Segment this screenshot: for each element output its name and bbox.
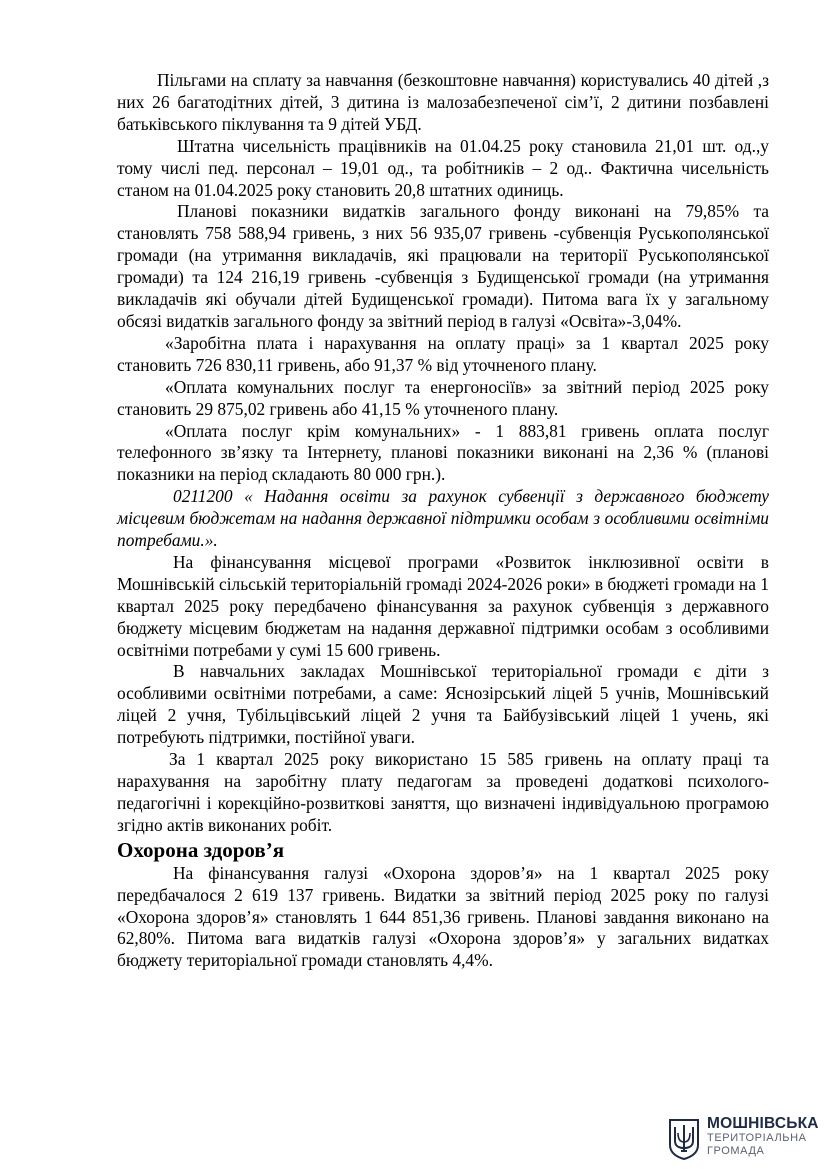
paragraph-program-code: 0211200 « Надання освіти за рахунок субвенції з державного бюджету місцевим бюджетам на надання державної підтримки особам з особливими освітніми потребами.». (117, 486, 769, 551)
section-heading-health: Охорона здоров’я (117, 837, 285, 862)
paragraph-inclusive-program: На фінансування місцевої програми «Розвиток інклюзивної освіти в Мошнівській сільській територіальній громаді 2024-2026 роки» в бюджеті громади на 1 квартал 2025 року передбачено фінансування за рахунок субвенція з державного бюджету місцевим бюджетам на надання державної підтримки особам з особливими освітніми потребами у сумі 15 600 гривень. (117, 551, 769, 660)
paragraph-staff: Штатна чисельність працівників на 01.04.25 року становила 21,01 шт. од.,у тому числі пед. персонал – 19,01 од., та робітників – 2 од.. Фактична чисельність станом на 01.04.2025 року становить 20,8 штатних одиниць. (117, 135, 769, 200)
logo-subtitle-1: ТЕРИТОРІАЛЬНА (707, 1132, 807, 1144)
document-body (117, 70, 769, 972)
paragraph-general-fund: Планові показники видатків загального фонду виконані на 79,85% та становлять 758 588,94 гривень, з них 56 935,07 гривень -субвенція Руськополянської громади (на утримання викладачів, які працювали на території Руськополянської громади) та 124 216,19 гривень -субвенція з Будищенської громади (на утримання викладачів які обучали дітей Будищенської громади). Питома вага їх у загальному обсязі видатків загального фонду за звітний період в галузі «Освіта»-3,04%. (117, 201, 769, 331)
paragraph-utilities: «Оплата комунальних послуг та енергоносіїв» за звітний період 2025 року становить 29 875,02 гривень або 41,15 % уточненого плану. (117, 376, 769, 419)
logo-text (707, 1115, 819, 1158)
paragraph-special-needs: В навчальних закладах Мошнівської територіальної громади є діти з особливими освітніми потребами, а саме: Яснозірський ліцей 5 учнів, Мошнівський ліцей 2 учня, Тубільцівський ліцей 2 учня та Байбузівський ліцей 1 учень, які потребують підтримки, постійної уваги. (117, 661, 769, 748)
logo-title: МОШНІВСЬКА (707, 1115, 819, 1132)
paragraph-health: На фінансування галузі «Охорона здоров’я» на 1 квартал 2025 року передбачалося 2 619 137 гривень. Видатки за звітний період 2025 року по галузі «Охорона здоров’я» становлять 1 644 851,36 гривень. Планові завдання виконано на 62,80%. Питома вага видатків галузі «Охорона здоров’я» у загальних видатках бюджету територіальної громади становлять 4,4%. (117, 862, 769, 971)
footer-logo (667, 1113, 817, 1163)
paragraph-salary: «Заробітна плата і нарахування на оплату праці» за 1 квартал 2025 року становить 726 830,11 гривень, або 91,37 % від уточненого плану. (117, 332, 769, 375)
paragraph-benefits: Пільгами на сплату за навчання (безкоштовне навчання) користувались 40 дітей ,з них 26 багатодітних дітей, 3 дитина із малозабезпеченої сім’ї, 2 дитини позбавлені батьківського піклування та 9 дітей УБД. (117, 70, 769, 134)
trident-icon (667, 1117, 701, 1161)
logo-subtitle-2: ГРОМАДА (707, 1145, 765, 1157)
paragraph-services: «Оплата послуг крім комунальних» - 1 883,81 гривень оплата послуг телефонного зв’язку та Інтернету, планові показники виконані на 2,36 % (планові показники на період складають 80 000 грн.). (117, 420, 769, 485)
paragraph-usage: За 1 квартал 2025 року використано 15 585 гривень на оплату праці та нарахування на заробітну плату педагогам за проведені додаткові психолого-педагогічні і корекційно-розвиткові заняття, що визначені індивідуальною програмою згідно актів виконаних робіт. (117, 749, 769, 835)
